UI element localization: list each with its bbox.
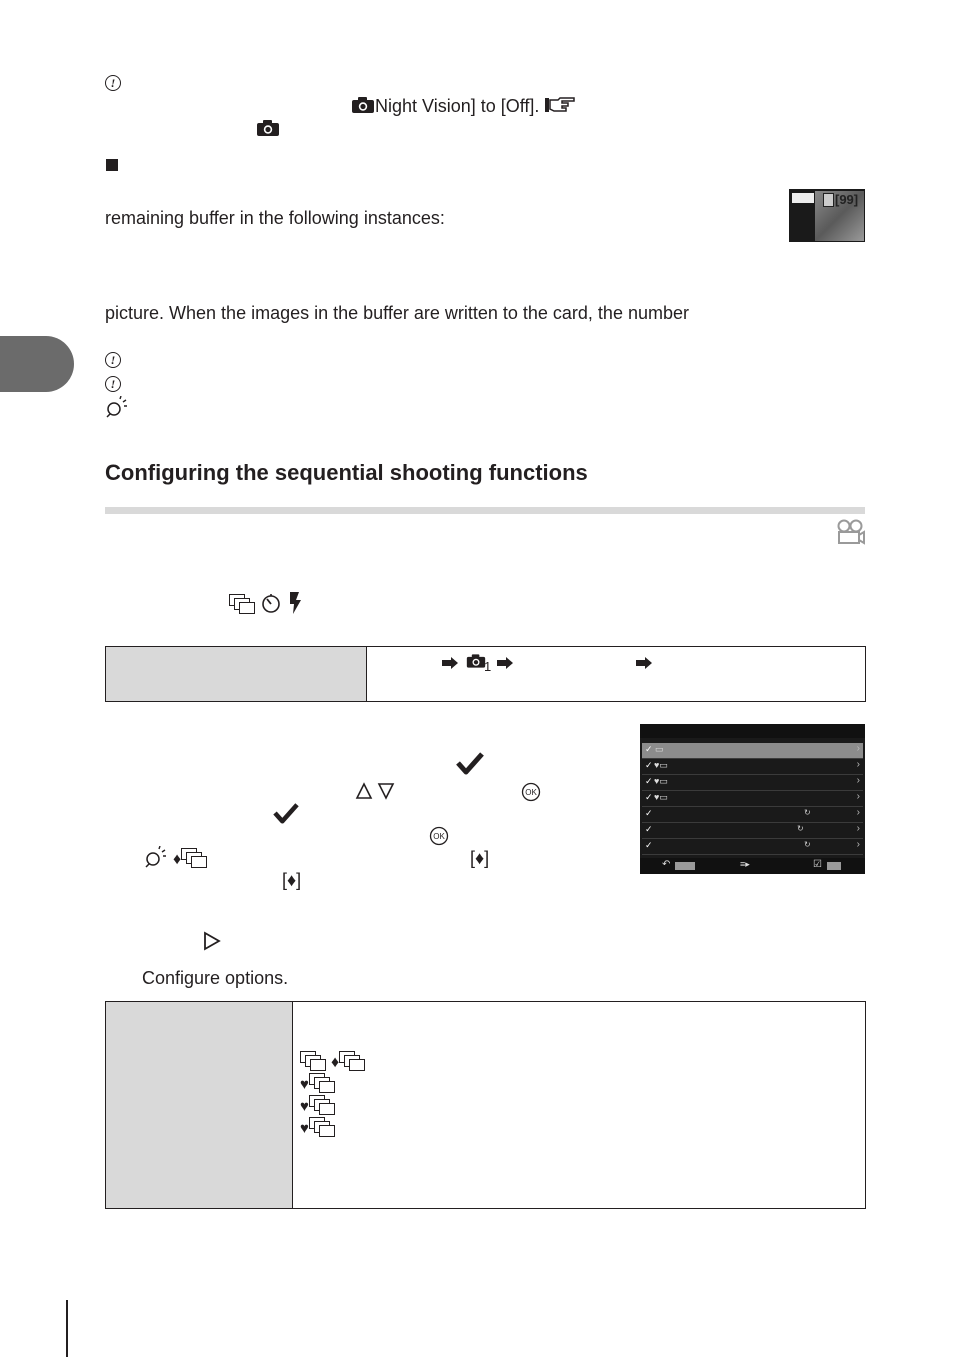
heart-sequential-icon: ♥ — [300, 1117, 335, 1138]
heart-sequential-icon: ♥ — [300, 1095, 335, 1116]
ok-button-icon — [521, 782, 541, 802]
card-icon — [823, 193, 834, 207]
tip-lightbulb-icon — [143, 846, 167, 868]
camera-menu-subscript: 1 — [484, 659, 492, 674]
checkbox-icon: ☑ — [813, 859, 822, 870]
battery-icon — [792, 193, 814, 203]
checkmark-icon — [273, 802, 299, 824]
caution-icon: ! — [105, 376, 121, 392]
tip-lightbulb-icon — [104, 396, 128, 418]
camera-icon — [466, 653, 486, 669]
svg-text:OK: OK — [525, 788, 537, 797]
arrow-right-icon — [496, 656, 514, 670]
right-arrow-button-icon — [202, 931, 222, 951]
section-rule — [105, 507, 865, 514]
diamond-bracket-icon: [♦] — [282, 870, 302, 890]
flash-icon — [287, 591, 303, 615]
options-table — [105, 1001, 866, 1209]
configure-options-text: Configure options. — [142, 968, 289, 988]
square-bullet — [106, 159, 118, 171]
camera-icon — [256, 119, 280, 137]
night-vision-text: Night Vision] to [Off]. — [375, 96, 540, 116]
menu-row: ✓ ↻ › — [642, 839, 863, 855]
arrow-right-icon — [441, 656, 459, 670]
self-timer-icon — [260, 592, 282, 614]
sequential-icon — [229, 594, 255, 614]
menu-path-label-cell — [106, 647, 367, 702]
movie-mode-icon — [836, 519, 866, 545]
sequential-icon — [339, 1051, 365, 1071]
menu-path-table — [105, 646, 866, 702]
menu-row: ✓ ♥▭ › — [642, 791, 863, 807]
sequential-icon — [181, 848, 207, 868]
camera-icon — [351, 96, 375, 114]
chapter-side-tab — [0, 336, 74, 392]
lcd-thumbnail — [789, 189, 865, 242]
options-label-cell — [106, 1002, 293, 1208]
menu-row: ✓ ▭ › — [642, 743, 863, 759]
caution-icon: ! — [105, 352, 121, 368]
page-footer-line — [66, 1300, 68, 1357]
night-vision-line — [351, 96, 576, 117]
menu-path-cell — [367, 647, 866, 702]
menu-row: ✓ ↻ › — [642, 807, 863, 823]
pointing-hand-icon — [544, 96, 576, 114]
diamond-bracket-icon: [♦] — [470, 848, 490, 868]
arrow-right-icon — [635, 656, 653, 670]
drive-mode-icons — [229, 591, 303, 615]
caution-icon: ! — [105, 75, 121, 91]
footer-key — [675, 862, 695, 870]
ok-button-icon — [429, 826, 449, 846]
settings-arrow-icon: ≡▸ — [740, 859, 750, 869]
heart-sequential-icon: ♥ — [300, 1073, 335, 1094]
buffer-text-line2: picture. When the images in the buffer are written to the card, the number — [105, 303, 689, 323]
menu-row: ✓ ♥▭ › — [642, 775, 863, 791]
diamond-sequential-icon: ♦ — [173, 848, 207, 869]
buffer-counter: [99] — [835, 192, 859, 207]
menu-row: ✓ ♥▭ › — [642, 759, 863, 775]
buffer-text-line1: remaining buffer in the following instances: — [105, 208, 445, 228]
menu-footer-bar — [640, 858, 865, 874]
svg-text:OK: OK — [433, 832, 445, 841]
back-icon: ↶ — [662, 859, 671, 870]
menu-row: ✓ ↻ › — [642, 823, 863, 839]
sequential-icon — [300, 1051, 326, 1071]
menu-title-bar — [640, 724, 865, 738]
options-icon-row: ♦ — [300, 1051, 365, 1072]
up-down-arrows-icon — [355, 782, 397, 800]
section-title: Configuring the sequential shooting functions — [105, 460, 588, 485]
camera-menu-screenshot — [640, 724, 865, 874]
footer-key — [827, 862, 841, 870]
checkmark-icon — [456, 751, 484, 775]
